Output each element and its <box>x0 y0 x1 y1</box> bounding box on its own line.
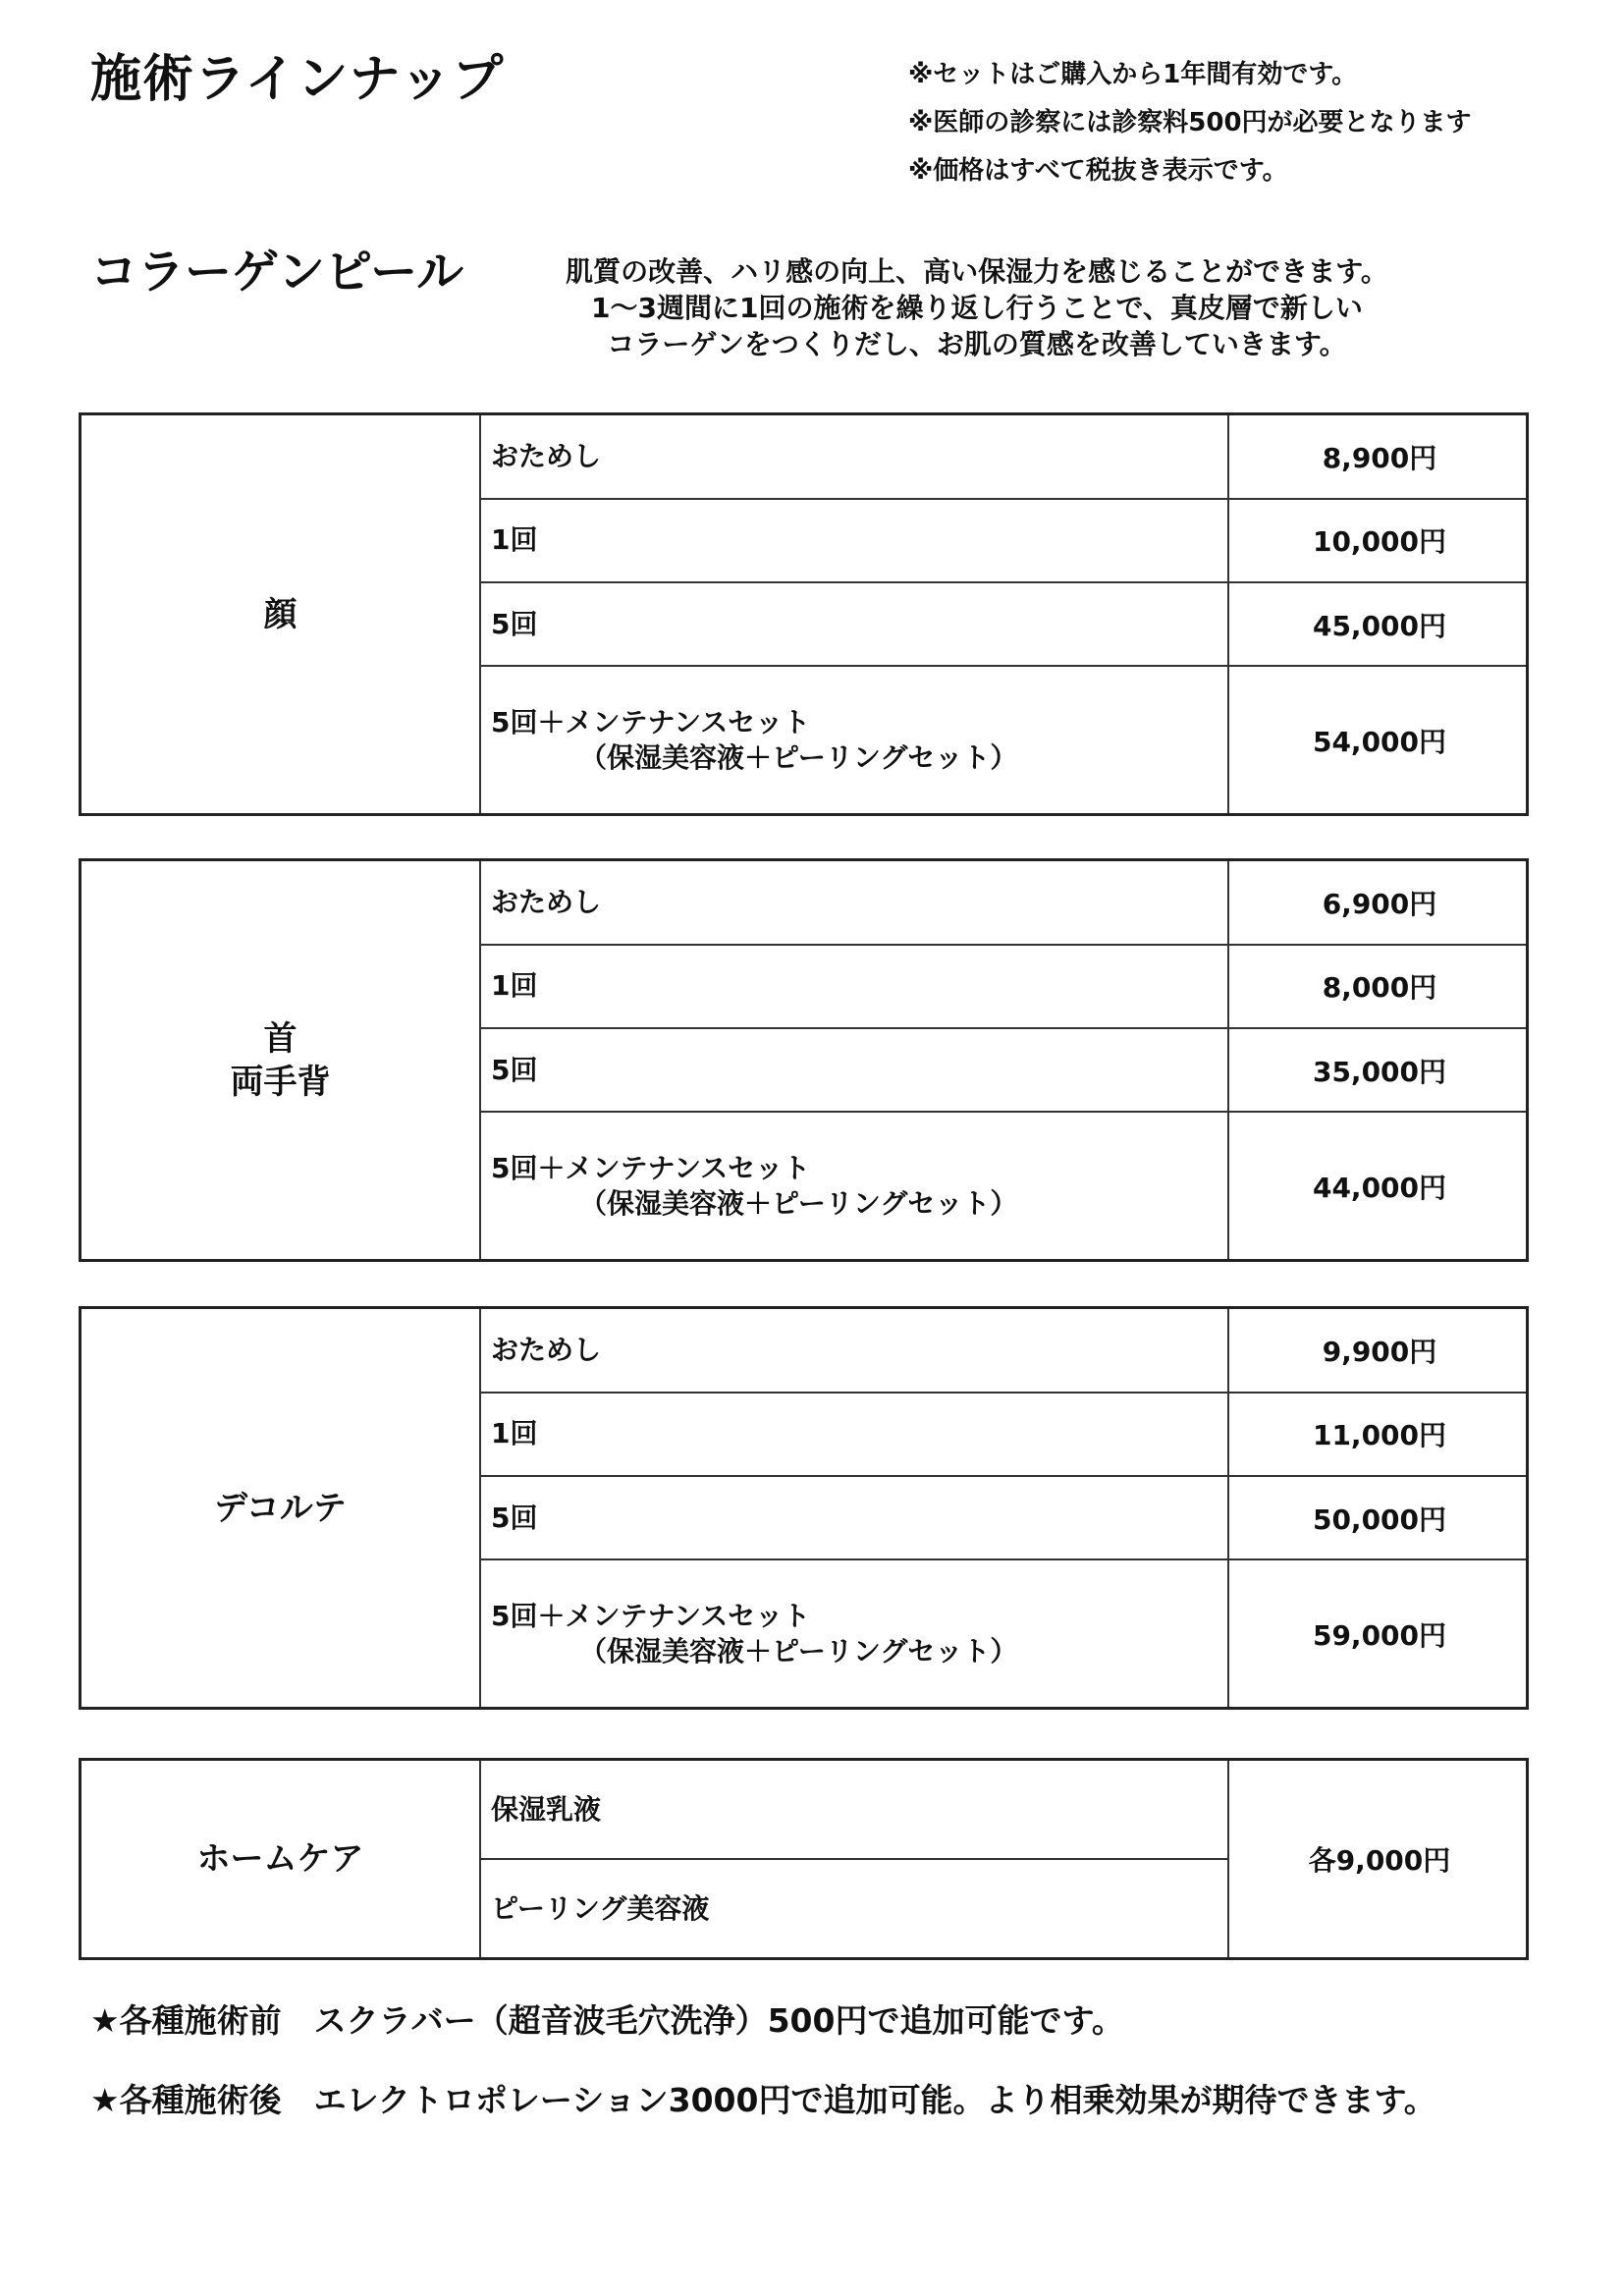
price-cell: 9,900円 <box>1228 1308 1528 1393</box>
area-label-neck <box>81 860 481 1261</box>
item-cell <box>480 1559 1228 1708</box>
homecare-price-table <box>79 1758 1529 1960</box>
item-label: 5回＋メンテナンスセット <box>491 1599 811 1632</box>
description-line: 1～3週間に1回の施術を繰り返し行うことで、真皮層で新しい <box>591 292 1363 324</box>
price-cell: 各9,000円 <box>1228 1760 1528 1959</box>
decollete-price-table <box>79 1306 1529 1710</box>
area-label-line: 両手背 <box>230 1062 331 1102</box>
item-cell: 5回 <box>480 582 1228 666</box>
table-row <box>81 1760 1528 1860</box>
note-validity: ※セットはご購入から1年間有効です。 <box>908 60 1358 89</box>
price-cell: 10,000円 <box>1228 499 1528 582</box>
notes-block <box>908 51 1472 195</box>
item-cell: 保湿乳液 <box>480 1760 1228 1860</box>
item-cell <box>480 1112 1228 1260</box>
area-label-decollete: デコルテ <box>81 1308 481 1709</box>
area-label-homecare: ホームケア <box>81 1760 481 1959</box>
section-description <box>530 253 1424 362</box>
item-cell: 1回 <box>480 499 1228 582</box>
neck-price-table <box>79 858 1529 1262</box>
section-title: コラーゲンピール <box>90 245 464 300</box>
item-cell: おためし <box>480 860 1228 945</box>
note-tax: ※価格はすべて税抜き表示です。 <box>908 156 1288 186</box>
price-cell: 6,900円 <box>1228 860 1528 945</box>
item-cell: ピーリング美容液 <box>480 1859 1228 1959</box>
price-cell: 11,000円 <box>1228 1393 1528 1476</box>
area-label-face: 顔 <box>81 414 481 815</box>
footer-note-before: ★各種施術前 スクラバー（超音波毛穴洗浄）500円で追加可能です。 <box>90 2001 1124 2040</box>
note-consultation-fee: ※医師の診察には診察料500円が必要となります <box>908 108 1472 137</box>
page-title: 施術ラインナップ <box>90 50 505 109</box>
table-row <box>81 1308 1528 1393</box>
item-sublabel: （保湿美容液＋ピーリングセット） <box>579 1634 1018 1667</box>
item-cell: 5回 <box>480 1028 1228 1112</box>
table-row <box>81 860 1528 945</box>
item-label: 5回＋メンテナンスセット <box>491 1151 811 1184</box>
item-cell <box>480 666 1228 814</box>
price-cell: 54,000円 <box>1228 666 1528 814</box>
price-cell: 50,000円 <box>1228 1476 1528 1559</box>
description-line: コラーゲンをつくりだし、お肌の質感を改善していきます。 <box>607 328 1347 360</box>
price-cell: 35,000円 <box>1228 1028 1528 1112</box>
price-cell: 45,000円 <box>1228 582 1528 666</box>
item-cell: おためし <box>480 1308 1228 1393</box>
item-sublabel: （保湿美容液＋ピーリングセット） <box>579 1186 1018 1220</box>
description-line: 肌質の改善、ハリ感の向上、高い保湿力を感じることができます。 <box>566 255 1388 288</box>
item-cell: 1回 <box>480 1393 1228 1476</box>
item-sublabel: （保湿美容液＋ピーリングセット） <box>579 740 1018 774</box>
price-cell: 44,000円 <box>1228 1112 1528 1260</box>
area-label-line: 首 <box>263 1018 298 1059</box>
item-cell: 1回 <box>480 945 1228 1028</box>
item-cell: 5回 <box>480 1476 1228 1559</box>
footer-note-after: ★各種施術後 エレクトロポレーション3000円で追加可能。より相乗効果が期待できます。 <box>90 2081 1436 2119</box>
face-price-table <box>79 412 1529 816</box>
item-cell: おためし <box>480 414 1228 499</box>
item-label: 5回＋メンテナンスセット <box>491 705 811 738</box>
price-cell: 8,900円 <box>1228 414 1528 499</box>
price-cell: 59,000円 <box>1228 1559 1528 1708</box>
table-row <box>81 414 1528 499</box>
price-cell: 8,000円 <box>1228 945 1528 1028</box>
